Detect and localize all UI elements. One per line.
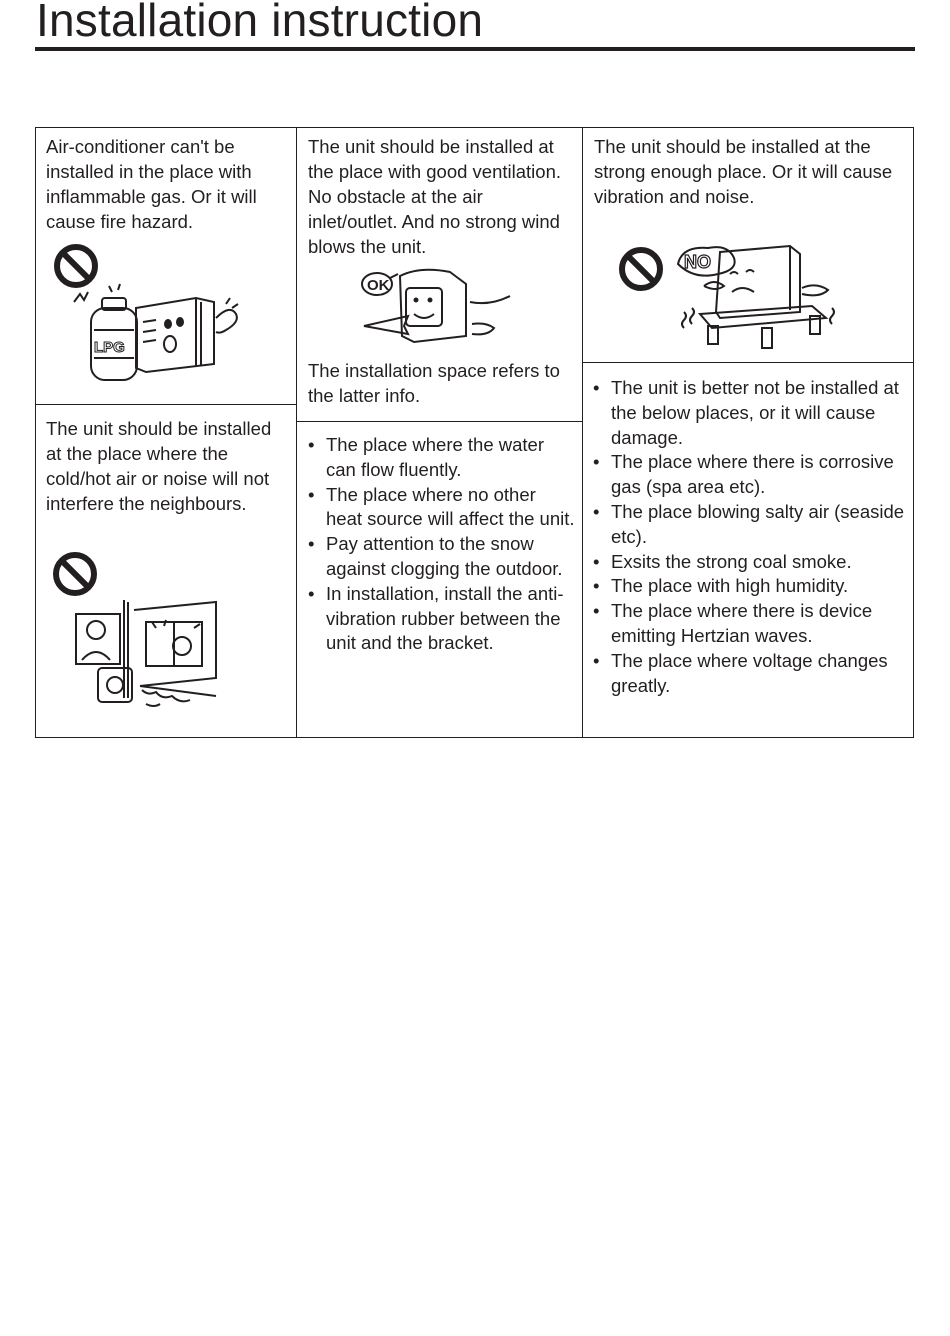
flammable-gas-text: Air-conditioner can't be installed in the place with inflammable gas. Or it will cause fire hazard. (46, 136, 257, 232)
no-label: NO (684, 252, 711, 272)
air-conditioner-icon (136, 298, 238, 372)
ok-label: OK (367, 277, 390, 294)
list-item: • The place where the water can flow fluently. (308, 433, 576, 483)
prohibition-icon (56, 555, 94, 593)
gas-tank-label: LPG (94, 339, 125, 356)
list-item: • The place with high humidity. (593, 574, 905, 599)
list-item: • The place where there is corrosive gas (spa area etc). (593, 450, 905, 500)
list-item: • Exsits the strong coal smoke. (593, 550, 905, 575)
right-bullet-list (593, 376, 905, 698)
neighbours-text: The unit should be installed at the place where the cold/hot air or noise will not interfere the neighbours. (46, 418, 272, 514)
list-item: • Pay attention to the snow against clogging the outdoor. (308, 532, 576, 582)
prohibition-icon (57, 247, 95, 285)
list-item: • The place where there is device emitting Hertzian waves. (593, 599, 905, 649)
air-conditioner-icon (704, 246, 828, 318)
flammable-gas-illustration (46, 240, 246, 388)
list-item: • The place where no other heat source will affect the unit. (308, 483, 576, 533)
prohibition-icon (622, 250, 660, 288)
ventilation-text: The unit should be installed at the place with good ventilation. No obstacle at the air inlet/outlet. And no strong wind blows the unit. (308, 136, 562, 257)
space-note-text: The installation space refers to the latter info. (308, 360, 560, 406)
strong-place-illustration (612, 238, 842, 352)
ventilation-illustration (360, 264, 520, 350)
weak-stand-icon (682, 306, 834, 348)
middle-bullet-list (308, 433, 576, 656)
gas-tank-icon (74, 284, 137, 380)
strong-place-text: The unit should be installed at the strong enough place. Or it will cause vibration and noise. (594, 136, 893, 207)
list-item: • In installation, install the anti-vibration rubber between the unit and the bracket. (308, 582, 576, 656)
list-item: • The place where voltage changes greatly. (593, 649, 905, 699)
neighbours-illustration (46, 548, 226, 716)
title-rule (35, 47, 915, 51)
list-item: • The place blowing salty air (seaside etc). (593, 500, 905, 550)
page-title: Installation instruction (36, 0, 484, 46)
list-item: • The unit is better not be installed at the below places, or it will cause damage. (593, 376, 905, 450)
